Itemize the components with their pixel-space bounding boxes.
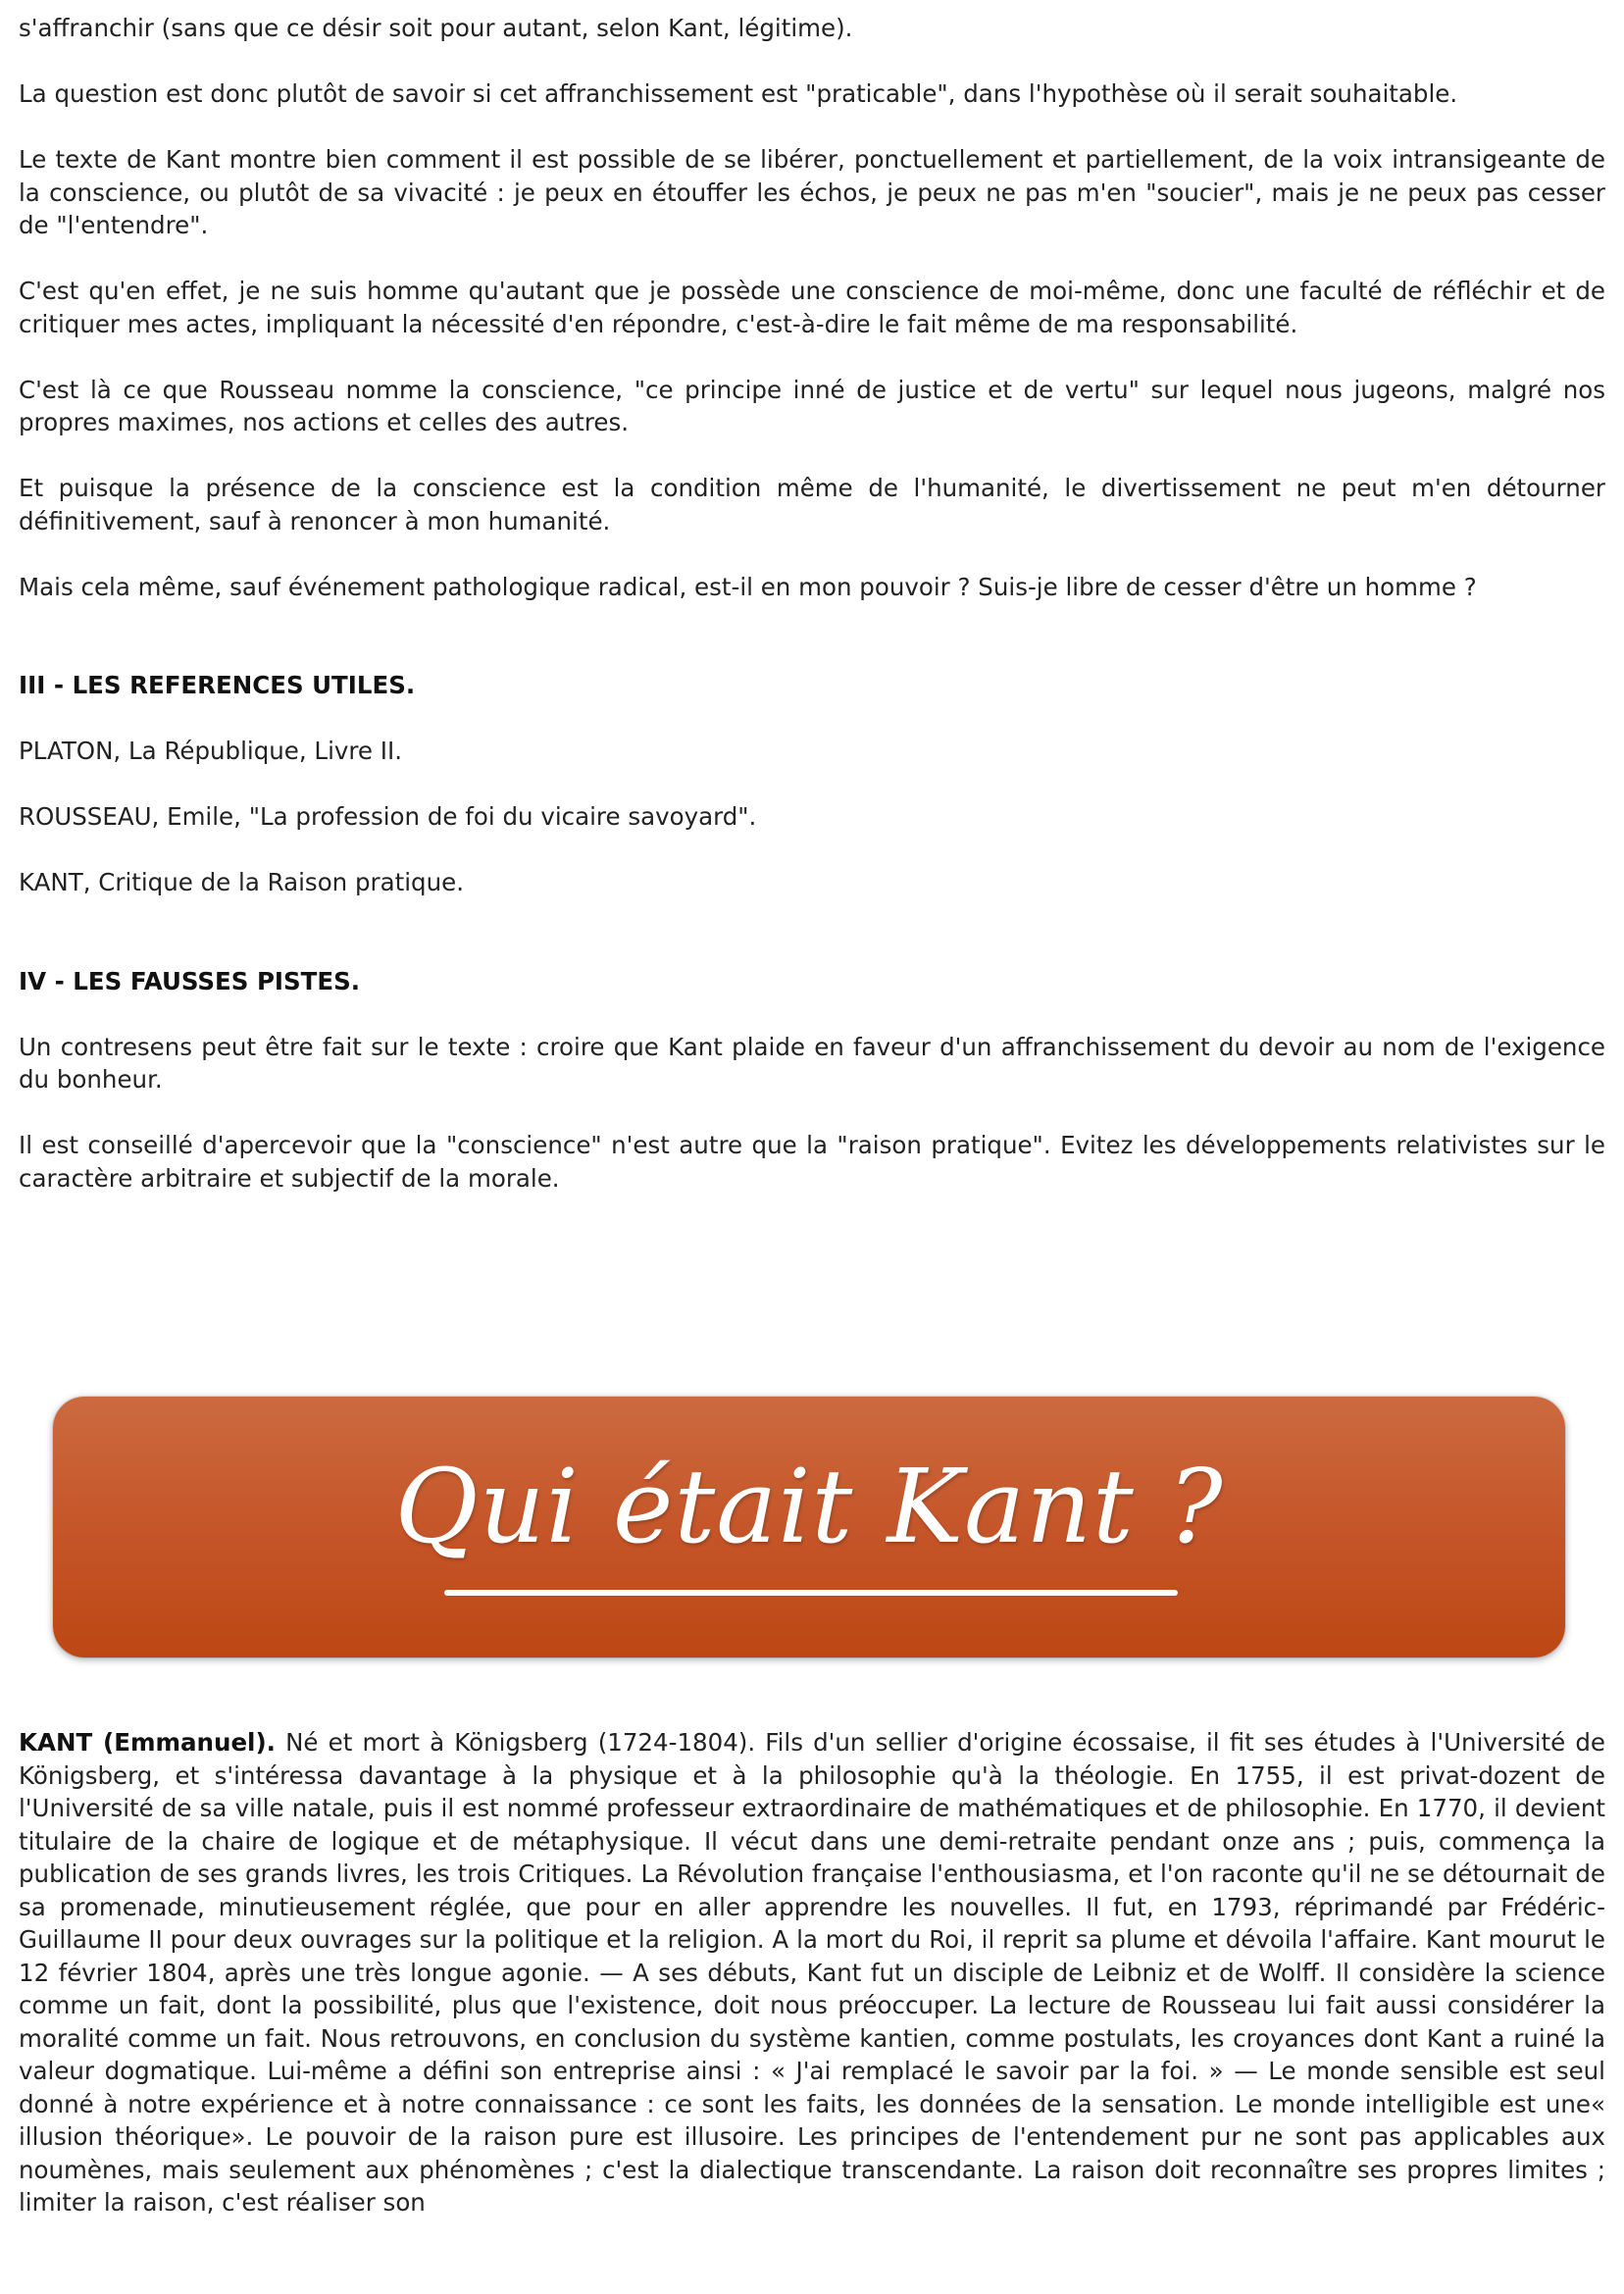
reference-item: PLATON, La République, Livre II. [19, 737, 403, 765]
biography-text: Né et mort à Königsberg (1724-1804). Fils d'un sellier d'origine écossaise, il fit ses études à l'Université de Königsberg, et s'intéressa davantage à la physique et à la philosophie qu'à la théologie. En 1755, il est privat-dozent de l'Université de sa ville natale, puis il est nommé professeur extraordinaire de mathématiques et de philosophie. En 1770, il devient titulaire de la chaire de logique et de métaphysique. Il vécut dans une demi-retraite pendant onze ans ; puis, commença la publication de ses grands livres, les trois Critiques. La Révolution française l'enthousiasma, et l'on raconte qu'il ne se détournait de sa promenade, minutieusement réglée, que pour en aller apprendre les nouvelles. Il fut, en 1793, réprimandé par Frédéric-Guillaume II pour deux ouvrages sur la politique et la religion. A la mort du Roi, il reprit sa plume et dévoila l'affaire. Kant mourut le 12 février 1804, après une très longue agonie. — A ses débuts, Kant fut un disciple de Leibniz et de Wolff. Il considère la science comme un fait, dont la possibilité, plus que l'existence, doit nous préoccuper. La lecture de Rousseau lui fait aussi considérer la moralité comme un fait. Nous retrouvons, en conclusion du système kantien, comme postulats, les croyances dont Kant a ruiné la valeur dogmatique. Lui-même a défini son entreprise ainsi : « J'ai remplacé le savoir par la foi. » — Le monde sensible est seul donné à notre expérience et à notre connaissance : ce sont les faits, les données de la sensation. Le monde intelligible est une« illusion théorique». Le pouvoir de la raison pure est illusoire. Les principes de l'entendement pur ne sont pas applicables aux noumènes, mais seulement aux phénomènes ; c'est la dialectique transcendante. La raison doit reconnaître ses propres limites ; limiter la raison, c'est réaliser son [19, 1728, 1605, 2217]
spacer [19, 702, 1605, 736]
spacer [19, 637, 1605, 670]
biography-name: KANT (Emmanuel). [19, 1728, 276, 1757]
paragraph: Le texte de Kant montre bien comment il est possible de se libérer, ponctuellement et partiellement, de la voix intransigeante de la conscience, ou plutôt de sa vivacité : je peux en étouffer les échos, je peux ne pas m'en "soucier", mais je ne peux pas cesser de "l'entendre". [19, 145, 1605, 239]
spacer [19, 997, 1605, 1031]
paragraph: Mais cela même, sauf événement pathologique radical, est-il en mon pouvoir ? Suis-je libre de cesser d'être un homme ? [19, 572, 1477, 601]
main-text [19, 12, 1605, 1228]
kant-biography [19, 1726, 1605, 2219]
false-track-item: Il est conseillé d'apercevoir que la "conscience" n'est autre que la "raison pratique". Evitez les développements relativistes sur le caractère arbitraire et subjectif de la morale. [19, 1131, 1605, 1193]
reference-item: KANT, Critique de la Raison pratique. [19, 868, 464, 896]
section-heading-references: III - LES REFERENCES UTILES. [19, 671, 416, 699]
kant-banner [53, 1397, 1565, 1657]
banner-title: Qui était Kant ? [394, 1447, 1224, 1566]
paragraph: La question est donc plutôt de savoir si cet affranchissement est "praticable", dans l'hypothèse où il serait souhaitable. [19, 79, 1458, 108]
section-heading-false-tracks: IV - LES FAUSSES PISTES. [19, 966, 361, 995]
reference-item: ROUSSEAU, Emile, "La profession de foi du vicaire savoyard". [19, 802, 757, 831]
paragraph: C'est qu'en effet, je ne suis homme qu'autant que je possède une conscience de moi-même, donc une faculté de réfléchir et de critiquer mes actes, impliquant la nécessité d'en répondre, c'est-à-dire le fait même de ma responsabilité. [19, 277, 1605, 338]
biography-paragraph [19, 1726, 1605, 2219]
paragraph: C'est là ce que Rousseau nomme la conscience, "ce principe inné de justice et de vertu" sur lequel nous jugeons, malgré nos propres maximes, nos actions et celles des autres. [19, 375, 1605, 436]
spacer [19, 932, 1605, 965]
paragraph: Et puisque la présence de la conscience est la condition même de l'humanité, le divertissement ne peut m'en détourner définitivement, sauf à renoncer à mon humanité. [19, 474, 1605, 535]
paragraph: s'affranchir (sans que ce désir soit pour autant, selon Kant, légitime). [19, 14, 853, 42]
banner-underline [444, 1590, 1178, 1596]
false-track-item: Un contresens peut être fait sur le texte : croire que Kant plaide en faveur d'un affranchissement du devoir au nom de l'exigence du bonheur. [19, 1032, 1605, 1094]
